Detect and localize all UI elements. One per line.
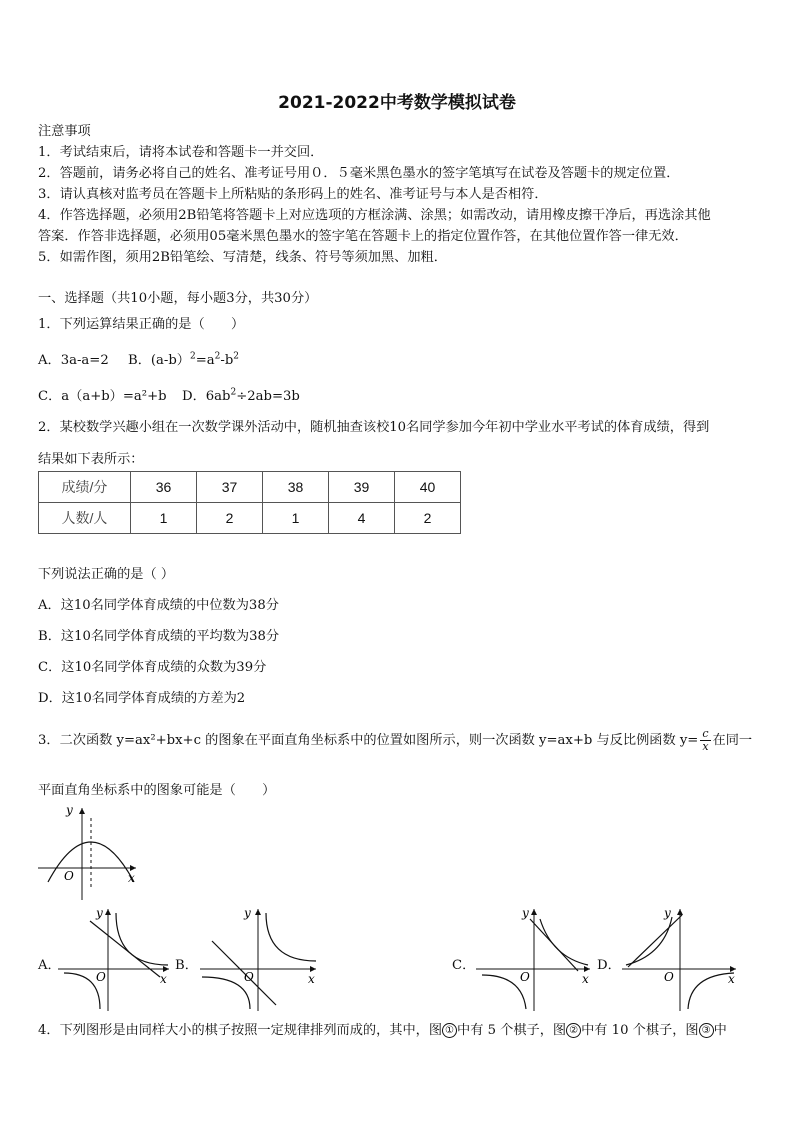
note-item: 3．请认真核对监考员在答题卡上所粘贴的条形码上的姓名、准考证号与本人是否相符． (38, 187, 548, 202)
axis-label-x: x (160, 972, 167, 986)
q3-option-d-label: D． (597, 958, 621, 973)
fraction-numerator: c (702, 727, 709, 740)
note-item: 4．作答选择题，必须用2B铅笔将答题卡上对应选项的方框涂满、涂黑；如需改动，请用橡皮擦干净后，再选涂其他 (38, 208, 711, 223)
q4-stem-text: 中有 10 个棋子，图 (581, 1023, 699, 1038)
axis-label-y: y (244, 906, 251, 920)
table-cell: 38 (263, 472, 329, 503)
q3-option-b-label: B． (175, 958, 198, 973)
q1-option-d-text: ÷2ab=3b (236, 389, 300, 404)
table-cell: 1 (131, 503, 197, 534)
q3-option-a-graph (56, 905, 171, 1013)
table-header-cell: 成绩/分 (39, 472, 131, 503)
q2-stem: 2．某校数学兴趣小组在一次数学课外活动中，随机抽查该校10名同学参加今年初中学业水平考试的体育成绩，得到 (38, 420, 710, 435)
circled-number: ③ (699, 1023, 714, 1038)
table-cell: 2 (395, 503, 461, 534)
circled-number: ② (566, 1023, 581, 1038)
table-cell: 1 (263, 503, 329, 534)
axis-label-x: x (582, 972, 589, 986)
q3-option-a-label: A． (38, 958, 61, 973)
q2-option-b: B．这10名同学体育成绩的平均数为38分 (38, 629, 280, 644)
circled-number: ① (442, 1023, 457, 1038)
axis-label-y: y (96, 906, 103, 920)
parabola-figure (36, 804, 140, 902)
axis-label-y: y (522, 906, 529, 920)
origin-label: O (96, 970, 106, 984)
q1-option-b-exp: 2 (214, 351, 221, 362)
q4-stem-text: 中有 5 个棋子，图 (457, 1023, 567, 1038)
origin-label: O (664, 970, 674, 984)
q1-option-b-text: -b (220, 353, 234, 368)
note-item: 答案．作答非选择题，必须用05毫米黑色墨水的签字笔在答题卡上的指定位置作答，在其他位置作答一律无效． (38, 229, 688, 244)
q2-prompt: 下列说法正确的是（ ） (38, 567, 175, 582)
note-item: 1．考试结束后，请将本试卷和答题卡一并交回． (38, 145, 324, 160)
axis-label-x: x (308, 972, 315, 986)
table-cell: 39 (329, 472, 395, 503)
q1-option-d-text: D．6ab (182, 389, 231, 404)
q1-option-b-exp: 2 (189, 351, 196, 362)
note-item: 5．如需作图，须用2B铅笔绘、写清楚，线条、符号等须加黑、加粗． (38, 250, 447, 265)
q1-option-b-text: =a (195, 353, 215, 368)
q3-option-c-label: C． (452, 958, 476, 973)
q1-option-d-exp: 2 (230, 387, 237, 398)
page-title: 2021-2022中考数学模拟试卷 (278, 93, 516, 113)
table-row (39, 503, 461, 534)
fraction-c-over-x (700, 728, 710, 753)
axis-label-x: x (728, 972, 735, 986)
q1-option-b (128, 349, 239, 368)
notes-heading: 注意事项 (38, 124, 91, 139)
table-cell: 2 (197, 503, 263, 534)
section-heading: 一、选择题（共10小题，每小题3分，共30分） (38, 291, 318, 306)
table-row (39, 472, 461, 503)
q3-option-d-graph (620, 905, 738, 1013)
q2-stem-cont: 结果如下表所示： (38, 452, 144, 467)
q3-stem-cont: 平面直角坐标系中的图象可能是（ ） (38, 783, 276, 798)
q1-option-b-exp: 2 (233, 351, 240, 362)
origin-label: O (520, 970, 530, 984)
q1-option-d (182, 385, 300, 404)
origin-label: O (64, 869, 74, 883)
q3-option-c-graph (474, 905, 592, 1013)
origin-label: O (244, 970, 254, 984)
table-cell: 37 (197, 472, 263, 503)
axis-label-x: x (128, 871, 135, 885)
q4-stem-text: 中 (713, 1023, 727, 1038)
q4-stem (38, 1019, 727, 1038)
q1-option-c: C．a（a+b）=a²+b (38, 389, 167, 404)
q2-option-d: D．这10名同学体育成绩的方差为2 (38, 691, 246, 706)
q2-option-c: C．这10名同学体育成绩的众数为39分 (38, 660, 267, 675)
q1-stem: 1．下列运算结果正确的是（ ） (38, 317, 245, 332)
note-item: 2．答题前，请务必将自己的姓名、准考证号用０．５毫米黑色墨水的签字笔填写在试卷及答题卡的规定位置． (38, 166, 680, 181)
axis-label-y: y (664, 906, 671, 920)
q4-stem-text: 4．下列图形是由同样大小的棋子按照一定规律排列而成的，其中，图 (38, 1023, 443, 1038)
q1-option-a: A．3a-a=2 (38, 353, 109, 368)
table-header-cell: 人数/人 (39, 503, 131, 534)
q1-option-b-text: B．(a-b） (128, 353, 190, 368)
q2-option-a: A．这10名同学体育成绩的中位数为38分 (38, 598, 279, 613)
axis-label-y: y (66, 804, 73, 817)
q3-option-b-graph (198, 905, 320, 1013)
score-table (38, 471, 461, 534)
q3-stem (38, 728, 752, 753)
q3-stem-text: 3．二次函数 y=ax²+bx+c 的图象在平面直角坐标系中的位置如图所示，则一次函数 y=ax+b 与反比例函数 y= (38, 733, 699, 748)
table-cell: 4 (329, 503, 395, 534)
fraction-denominator: x (702, 740, 709, 753)
table-cell: 36 (131, 472, 197, 503)
q3-stem-text: 在同一 (712, 733, 753, 748)
table-cell: 40 (395, 472, 461, 503)
